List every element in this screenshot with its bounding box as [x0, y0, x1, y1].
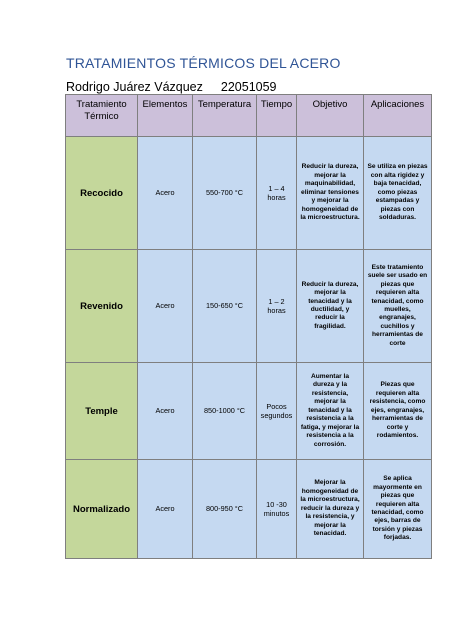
cell-objetivo: Reducir la dureza, mejorar la tenacidad y la ductilidad, y reducir la fragilidad. — [297, 250, 364, 363]
header-tiempo: Tiempo — [257, 95, 297, 137]
cell-objetivo: Reducir la dureza, mejorar la maquinabilidad, eliminar tensiones y mejorar la homogeneidad de la microestructura. — [297, 137, 364, 250]
cell-tiempo: 1 – 2 horas — [257, 250, 297, 363]
cell-tiempo: 10 -30 minutos — [257, 460, 297, 559]
cell-tiempo: 1 – 4 horas — [257, 137, 297, 250]
document-title: TRATAMIENTOS TÉRMICOS DEL ACERO — [66, 55, 341, 71]
cell-elementos: Acero — [138, 363, 193, 460]
header-temperatura: Temperatura — [193, 95, 257, 137]
cell-tratamiento: Normalizado — [66, 460, 138, 559]
cell-aplicaciones: Este tratamiento suele ser usado en piezas que requieren alta tenacidad, como muelles, engranajes, cuchillos y herramientas de corte — [364, 250, 432, 363]
author-name: Rodrigo Juárez Vázquez — [66, 80, 203, 94]
table-row — [66, 250, 432, 363]
cell-temperatura: 800-950 °C — [193, 460, 257, 559]
heat-treatment-table — [65, 94, 432, 559]
cell-objetivo: Mejorar la homogeneidad de la microestructura, reducir la dureza y la resistencia, y mejorar la tenacidad. — [297, 460, 364, 559]
cell-elementos: Acero — [138, 137, 193, 250]
cell-objetivo: Aumentar la dureza y la resistencia, mejorar la tenacidad y la resistencia a la fatiga, y mejorar la resistencia a la corrosión. — [297, 363, 364, 460]
student-id: 22051059 — [220, 80, 277, 94]
cell-temperatura: 850-1000 °C — [193, 363, 257, 460]
cell-tiempo: Pocos segundos — [257, 363, 297, 460]
cell-temperatura: 550-700 °C — [193, 137, 257, 250]
author-line — [66, 80, 277, 94]
cell-elementos: Acero — [138, 460, 193, 559]
cell-temperatura: 150-650 °C — [193, 250, 257, 363]
cell-aplicaciones: Piezas que requieren alta resistencia, como ejes, engranajes, herramientas de corte y rodamientos. — [364, 363, 432, 460]
header-aplicaciones: Aplicaciones — [364, 95, 432, 137]
table-header-row — [66, 95, 432, 137]
header-objetivo: Objetivo — [297, 95, 364, 137]
table-row — [66, 363, 432, 460]
header-tratamiento: Tratamiento Térmico — [66, 95, 138, 137]
cell-tratamiento: Temple — [66, 363, 138, 460]
table-row — [66, 460, 432, 559]
cell-aplicaciones: Se aplica mayormente en piezas que requieren alta tenacidad, como ejes, barras de torsión y piezas forjadas. — [364, 460, 432, 559]
table-row — [66, 137, 432, 250]
cell-tratamiento: Recocido — [66, 137, 138, 250]
cell-tratamiento: Revenido — [66, 250, 138, 363]
header-elementos: Elementos — [138, 95, 193, 137]
cell-elementos: Acero — [138, 250, 193, 363]
cell-aplicaciones: Se utiliza en piezas con alta rigidez y baja tenacidad, como piezas estampadas y piezas con soldaduras. — [364, 137, 432, 250]
